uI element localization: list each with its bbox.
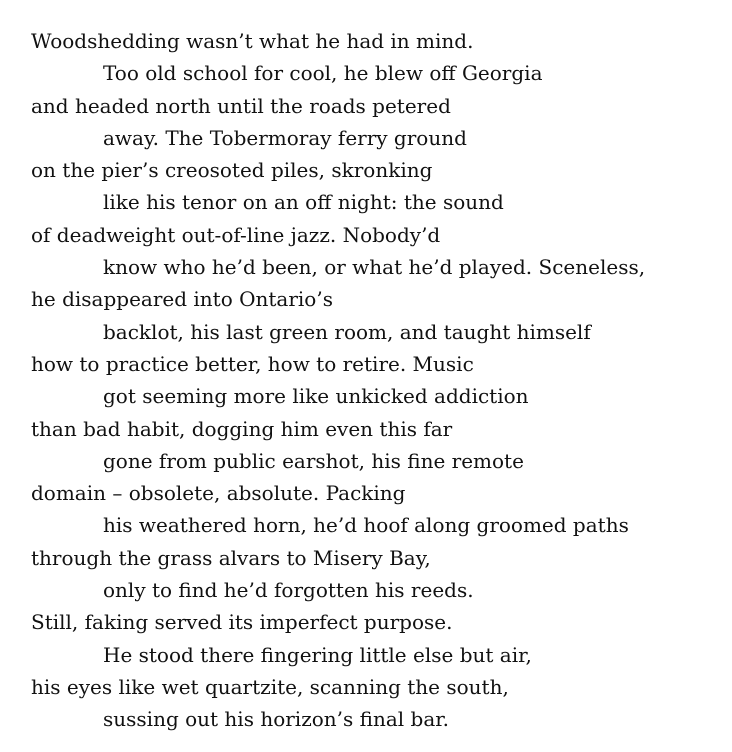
poem-line: through the grass alvars to Misery Bay, xyxy=(31,545,431,570)
poem-line: like his tenor on an off night: the sound xyxy=(103,190,504,215)
poem-line: he disappeared into Ontario’s xyxy=(31,287,333,312)
poem-line: Woodshedding wasn’t what he had in mind. xyxy=(31,29,474,53)
poem-line: on the pier’s creosoted piles, skronking xyxy=(31,158,433,183)
poem-line: know who he’d been, or what he’d played. Sceneless, xyxy=(103,255,646,280)
poem-line: Too old school for cool, he blew off Georgia xyxy=(103,61,543,86)
poem-line: and headed north until the roads petered xyxy=(31,93,451,118)
poem-line: He stood there fingering little else but air, xyxy=(103,642,532,667)
poem-line: his weathered horn, he’d hoof along groomed paths xyxy=(103,513,629,538)
poem-line: gone from public earshot, his fine remote xyxy=(103,448,524,473)
poem-line: sussing out his horizon’s final bar. xyxy=(103,707,449,732)
poem-line: how to practice better, how to retire. Music xyxy=(31,351,474,376)
poem-line: Still, faking served its imperfect purpose. xyxy=(31,610,453,635)
poem-line: away. The Tobermoray ferry ground xyxy=(103,125,467,150)
poem-line: than bad habit, dogging him even this far xyxy=(31,416,453,441)
poem-line: backlot, his last green room, and taught himself xyxy=(103,319,591,344)
poem-line: got seeming more like unkicked addiction xyxy=(103,384,529,409)
poem-line: only to find he’d forgotten his reeds. xyxy=(103,578,474,603)
poem-line: of deadweight out-of-line jazz. Nobody’d xyxy=(31,222,441,247)
poem-line: his eyes like wet quartzite, scanning the south, xyxy=(31,674,509,699)
poem-body xyxy=(31,25,721,736)
poem-line: domain – obsolete, absolute. Packing xyxy=(31,481,406,506)
